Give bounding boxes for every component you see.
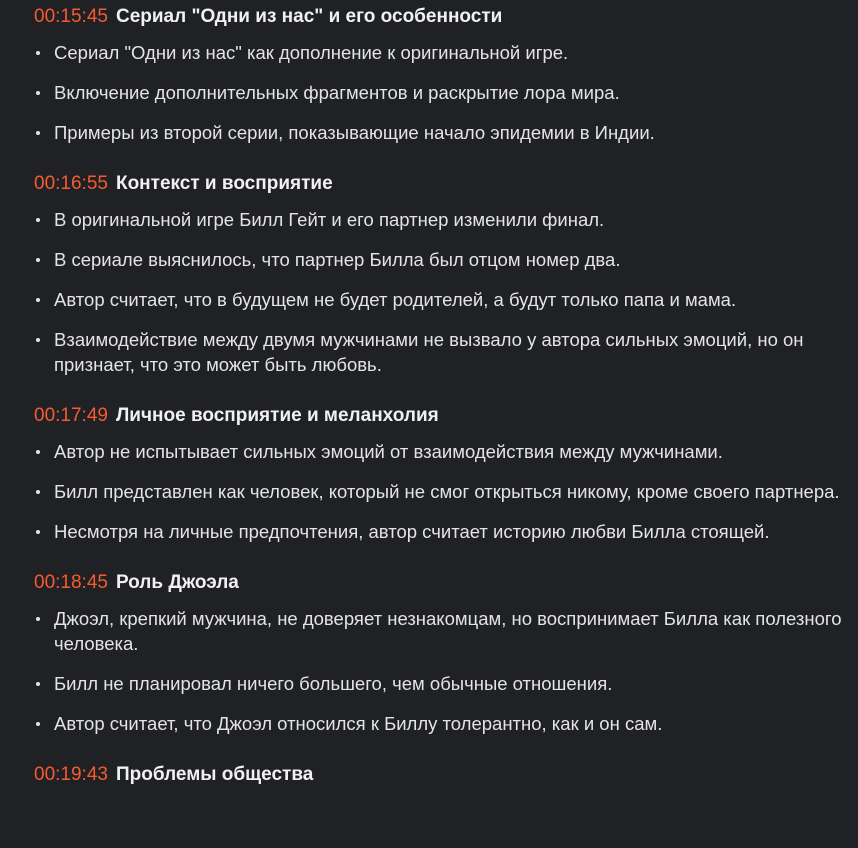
timestamp-link[interactable]: 00:16:55 [34, 173, 108, 194]
timestamp-link[interactable]: 00:19:43 [34, 764, 108, 785]
section-header [34, 764, 858, 786]
bullet-list [34, 40, 858, 145]
list-item: Взаимодействие между двумя мужчинами не вызвало у автора сильных эмоций, но он признает, что это может быть любовь. [34, 327, 844, 377]
section-title: Проблемы общества [115, 764, 314, 785]
list-item: Автор считает, что в будущем не будет родителей, а будут только папа и мама. [34, 287, 844, 312]
list-item: Автор не испытывает сильных эмоций от взаимодействия между мужчинами. [34, 439, 844, 464]
section-header [34, 6, 858, 28]
list-item: Билл представлен как человек, который не смог открыться никому, кроме своего партнера. [34, 479, 844, 504]
list-item: Джоэл, крепкий мужчина, не доверяет незнакомцам, но воспринимает Билла как полезного человека. [34, 606, 844, 656]
summary-section [0, 173, 858, 377]
summary-section [0, 764, 858, 786]
list-item: Сериал "Одни из нас" как дополнение к оригинальной игре. [34, 40, 844, 65]
section-title: Контекст и восприятие [115, 173, 333, 194]
list-item: Примеры из второй серии, показывающие начало эпидемии в Индии. [34, 120, 844, 145]
list-item: Несмотря на личные предпочтения, автор считает историю любви Билла стоящей. [34, 519, 844, 544]
section-header [34, 572, 858, 594]
summary-section [0, 6, 858, 145]
summary-section [0, 572, 858, 736]
timestamp-link[interactable]: 00:17:49 [34, 405, 108, 426]
list-item: Автор считает, что Джоэл относился к Биллу толерантно, как и он сам. [34, 711, 844, 736]
list-item: В сериале выяснилось, что партнер Билла был отцом номер два. [34, 247, 844, 272]
section-header [34, 405, 858, 427]
section-title: Роль Джоэла [115, 572, 239, 593]
timestamp-link[interactable]: 00:15:45 [34, 6, 108, 27]
bullet-list [34, 439, 858, 544]
list-item: Включение дополнительных фрагментов и раскрытие лора мира. [34, 80, 844, 105]
bullet-list [34, 207, 858, 377]
list-item: В оригинальной игре Билл Гейт и его партнер изменили финал. [34, 207, 844, 232]
section-header [34, 173, 858, 195]
list-item: Билл не планировал ничего большего, чем обычные отношения. [34, 671, 844, 696]
section-title: Сериал "Одни из нас" и его особенности [115, 6, 503, 27]
summary-section [0, 405, 858, 544]
bullet-list [34, 606, 858, 736]
timestamp-link[interactable]: 00:18:45 [34, 572, 108, 593]
section-title: Личное восприятие и меланхолия [115, 405, 439, 426]
